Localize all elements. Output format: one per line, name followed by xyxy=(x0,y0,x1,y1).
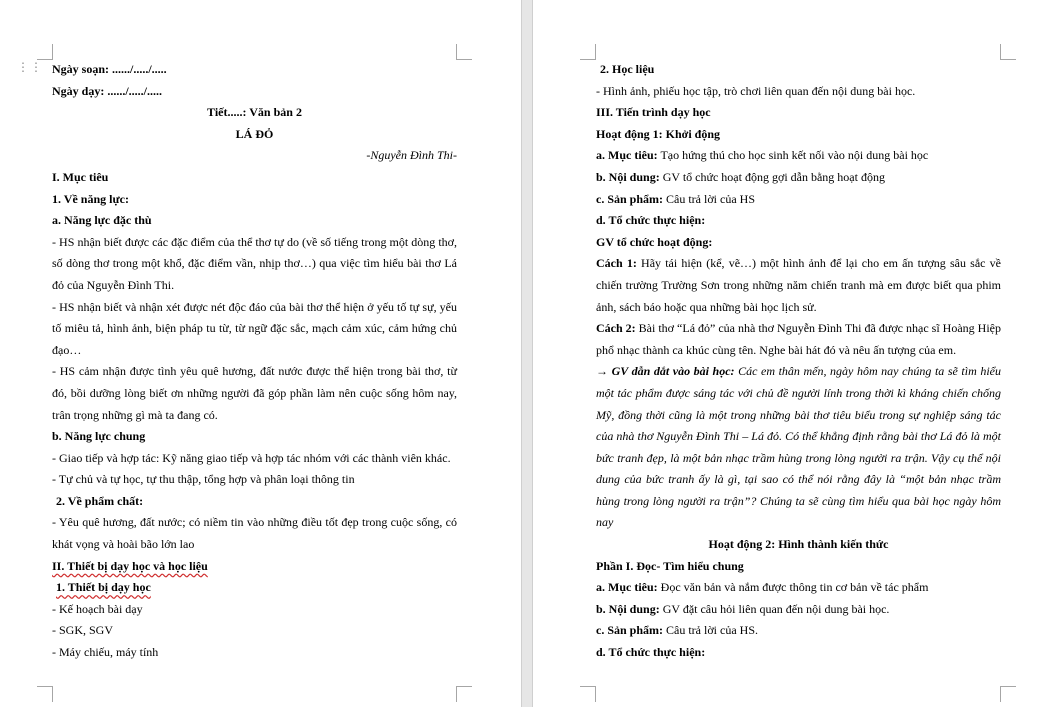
poem-title: LÁ ĐỎ xyxy=(235,126,274,141)
field-value: Câu trả lời của HS. xyxy=(663,623,759,638)
field-label: b. Nội dung: xyxy=(596,601,660,616)
date-prep-label: Ngày soạn: xyxy=(52,62,110,76)
section-process: III. Tiến trình dạy học xyxy=(596,105,711,120)
lead-in-text: Các em thân mến, ngày hôm nay chúng ta sẽ tìm hiểu một tác phẩm được sáng tác với chủ đề người lính trong thời kì kháng chiến chống Mỹ, đồng thời cũng là một trong những bài thơ tiêu biểu trong sự nghiệp sáng tác của nhà thơ Nguyễn Đình Thi – Lá đỏ. Có thể khẳng định rằng bài thơ Lá đỏ là một bức tranh đẹp, là một bản nhạc trầm hùng trong lòng người ra trận. Vậy cụ thể nội dung của bức tranh ấy là gì, tại sao có thể nói rằng đây là “một bản nhạc trầm hùng trong lòng người ra trận”? Chúng ta sẽ cùng tìm hiểu qua bài học ngày hôm nay xyxy=(596,364,1001,530)
gv-heading: GV tổ chức hoạt động: xyxy=(596,234,713,249)
paragraph: - HS nhận biết được các đặc điểm của thể thơ tự do (về số tiếng trong một dòng thơ, số dòng thơ trong một khổ, đặc điểm vần, nhịp thơ…) qua việc tìm hiểu bài thơ Lá đỏ của Nguyễn Đình Thi. xyxy=(52,234,457,292)
field-label: a. Mục tiêu: xyxy=(596,580,658,595)
field-label: d. Tổ chức thực hiện: xyxy=(596,213,706,228)
paragraph: - Tự chủ và tự học, tự thu thập, tổng hợp và phân loại thông tin xyxy=(52,472,355,487)
activity-1-heading: Hoạt động 1: Khởi động xyxy=(596,126,721,141)
section-competence: 1. Về năng lực: xyxy=(52,191,129,206)
field-label: c. Sản phẩm: xyxy=(596,191,664,206)
page-gutter xyxy=(521,0,533,707)
date-teach-value: ....../...../..... xyxy=(104,83,163,98)
margin-mark-top-left xyxy=(580,44,596,60)
list-item: - Máy chiếu, máy tính xyxy=(52,645,159,660)
paragraph: - Giao tiếp và hợp tác: Kỹ năng giao tiếp và hợp tác nhóm với các thành viên khác. xyxy=(52,450,451,465)
section-teaching-equipment: 1. Thiết bị dạy học xyxy=(56,580,151,595)
field-label: b. Nội dung: xyxy=(596,169,660,184)
margin-mark-bottom-right xyxy=(456,686,472,702)
date-teach-label: Ngày dạy: xyxy=(52,83,105,98)
part-1-heading: Phần I. Đọc- Tìm hiểu chung xyxy=(596,558,744,573)
section-general-competence: b. Năng lực chung xyxy=(52,429,146,444)
section-qualities: 2. Về phẩm chất: xyxy=(56,493,144,508)
paragraph: - HS cảm nhận được tình yêu quê hương, đất nước được thể hiện trong bài thơ, từ đó, bồi dưỡng lòng biết ơn những người đã góp phần làm nên cuộc sống hôm nay, trân trọng những gì mà ta đang có. xyxy=(52,364,457,422)
method-2-label: Cách 2: xyxy=(596,321,636,336)
date-prep-value: ....../...../..... xyxy=(109,62,167,76)
field-label: a. Mục tiêu: xyxy=(596,148,658,163)
method-2-text: Bài thơ “Lá đỏ” của nhà thơ Nguyễn Đình Thi đã được nhạc sĩ Hoàng Hiệp phổ nhạc thành ca khúc cùng tên. Nghe bài hát đó và nêu ấn tượng của em. xyxy=(596,321,1001,357)
paragraph: - Hình ảnh, phiếu học tập, trò chơi liên quan đến nội dung bài học. xyxy=(596,83,916,98)
field-label: c. Sản phẩm: xyxy=(596,623,664,638)
list-item: - Kế hoạch bài dạy xyxy=(52,601,143,616)
drag-handle-icon[interactable]: ⋮⋮ xyxy=(17,60,43,74)
margin-mark-top-left xyxy=(37,44,53,60)
page-text-left[interactable] xyxy=(52,59,457,664)
section-specific-competence: a. Năng lực đặc thù xyxy=(52,213,152,228)
page-text-right[interactable] xyxy=(596,59,1001,664)
poem-author: -Nguyễn Đình Thi- xyxy=(366,148,457,163)
activity-2-heading: Hoạt động 2: Hình thành kiến thức xyxy=(708,537,889,552)
field-value: Tạo hứng thú cho học sinh kết nối vào nội dung bài học xyxy=(657,148,929,163)
lead-in-label: → GV dẫn dắt vào bài học: xyxy=(596,364,735,379)
section-objectives: I. Mục tiêu xyxy=(52,169,109,184)
field-label: d. Tổ chức thực hiện: xyxy=(596,645,706,660)
section-equipment: II. Thiết bị dạy học và học liệu xyxy=(52,558,208,573)
margin-mark-bottom-left xyxy=(580,686,596,702)
margin-mark-bottom-left xyxy=(37,686,53,702)
paragraph: - Yêu quê hương, đất nước; có niềm tin vào những điều tốt đẹp trong cuộc sống, có khát vọng và hoài bão lớn lao xyxy=(52,515,457,552)
lesson-heading: Tiết.....: Văn bản 2 xyxy=(207,105,302,120)
field-value: GV tổ chức hoạt động gợi dẫn bằng hoạt động xyxy=(659,169,885,184)
margin-mark-top-right xyxy=(456,44,472,60)
document-page-right[interactable] xyxy=(533,0,1053,707)
method-1-text: Hãy tái hiện (kể, vẽ…) một hình ảnh để lại cho em ấn tượng sâu sắc về chiến trường Trường Sơn trong những năm chiến tranh mà em được biết qua phim ảnh, sách báo hoặc qua những bài học lịch sử. xyxy=(596,256,1001,314)
paragraph: - HS nhận biết và nhận xét được nét độc đáo của bài thơ thể hiện ở yếu tố tự sự, yếu tố miêu tả, hình ảnh, biện pháp tu từ, từ ngữ đặc sắc, mạch cảm xúc, cảm hứng chủ đạo… xyxy=(52,299,457,357)
section-materials: 2. Học liệu xyxy=(600,62,655,76)
field-value: GV đặt câu hỏi liên quan đến nội dung bài học. xyxy=(659,601,890,616)
field-value: Câu trả lời của HS xyxy=(663,191,756,206)
margin-mark-bottom-right xyxy=(1000,686,1016,702)
document-page-left[interactable] xyxy=(0,0,521,707)
method-1-label: Cách 1: xyxy=(596,256,637,271)
list-item: - SGK, SGV xyxy=(52,623,114,638)
field-value: Đọc văn bản và nắm được thông tin cơ bản về tác phẩm xyxy=(657,580,929,595)
margin-mark-top-right xyxy=(1000,44,1016,60)
